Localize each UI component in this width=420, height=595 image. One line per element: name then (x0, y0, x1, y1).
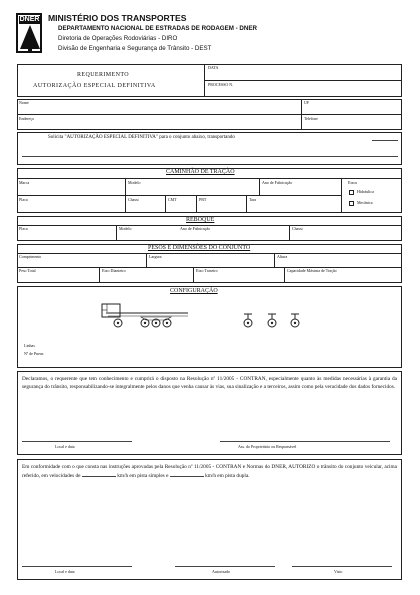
date-field[interactable] (222, 66, 398, 78)
hidraulico-checkbox[interactable] (349, 190, 354, 195)
mecanico-checkbox[interactable] (349, 201, 354, 206)
declaration-text: Declaramos, o requerente que tem conhecimento e cumprirá o disposto na Resolução nº 11/2005 - CONTRAN, especialmente quanto às medidas necessárias à garantia da segurança do trânsito, responsabilizando-se integralmente pelos danos que venha causar às vias, sua sinalização e a terceiros, assim como pela veracidade dos dados fornecidos. (22, 376, 397, 390)
authorization-text-tail2: km/h em pista dupla. (205, 473, 250, 479)
tractor-marca-field[interactable] (19, 186, 123, 194)
configuration-section (17, 286, 402, 368)
trailer-title: REBOQUE (186, 217, 215, 223)
address-label: Endereço (19, 116, 35, 121)
declaration-place-field[interactable] (22, 441, 132, 442)
tractor-chassi-label: Chassi (128, 197, 139, 202)
trailer-modelo-label: Modelo (119, 226, 132, 231)
cmt-total-field[interactable] (287, 274, 398, 282)
ministry-name: MINISTÉRIO DOS TRANSPORTES (48, 13, 187, 23)
phone-label: Telefone (304, 116, 318, 121)
address-field[interactable] (40, 117, 298, 129)
declaration-signature-field[interactable] (220, 441, 390, 442)
truck-diagram (0, 0, 400, 60)
eixo-traseiro-label: Eixo Traseiro (196, 268, 218, 273)
authorization-emitted-field[interactable] (175, 566, 275, 567)
trailer-chassi-field[interactable] (292, 232, 398, 240)
authorization-emitted-label: Autorizado (212, 569, 230, 574)
speed-double-field[interactable] (170, 471, 204, 477)
dimensions-title: PESOS E DIMENSÕES DO CONJUNTO (148, 245, 251, 251)
tractor-tara-field[interactable] (249, 203, 339, 211)
peso-total-field[interactable] (19, 274, 97, 282)
comprimento-label: Comprimento (19, 254, 42, 259)
authorization-text-line1: Em conformidade com o que consta nas instruções aprovadas pela Resolução nº 11/2005 - CONTRAN e Normas do DNER, AUTORIZO o trânsito do conjunto veicular, acima referido, em velocidades de (22, 464, 397, 479)
mecanico-label: Mecânica (357, 200, 373, 205)
authorization-text-tail1: km/h em pista simples (117, 473, 165, 479)
cargo-field-2[interactable] (22, 156, 398, 157)
authorization-text-head2: e (166, 473, 169, 479)
largura-label: Largura (149, 254, 162, 259)
tractor-pbt-field[interactable] (199, 203, 244, 211)
request-title-2: AUTORIZAÇÃO ESPECIAL DEFINITIVA (33, 83, 156, 89)
authorization-visto-label: Visto (334, 569, 343, 574)
altura-label: Altura (277, 254, 288, 259)
name-label: Nome (19, 100, 29, 105)
trailer-modelo-field[interactable] (119, 232, 179, 240)
logo-text: DNER (19, 16, 40, 23)
tractor-tara-label: Tara (249, 197, 257, 202)
rows-label: Linhas (24, 343, 35, 348)
request-title-1: REQUERIMENTO (77, 72, 130, 78)
tractor-modelo-field[interactable] (128, 186, 257, 194)
tractor-placa-label: Placa (19, 197, 28, 202)
tractor-cmt-field[interactable] (168, 203, 194, 211)
eixo-traseiro-field[interactable] (196, 274, 282, 282)
comprimento-field[interactable] (19, 260, 144, 266)
peso-total-label: Peso Total (19, 268, 36, 273)
department-name: DEPARTAMENTO NACIONAL DE ESTRADAS DE RODAGEM - DNER (58, 25, 257, 32)
process-label: PROCESSO N. (208, 82, 234, 87)
declaration-signature-label: Ass. do Proprietário ou Responsável (238, 444, 297, 449)
eixo-dianteiro-field[interactable] (102, 274, 191, 282)
declaration-place-label: Local e data (55, 444, 75, 449)
cargo-field[interactable] (372, 140, 398, 141)
authorization-place-field[interactable] (22, 566, 132, 567)
authorization-text (22, 463, 397, 480)
solicit-text: Solicita "AUTORIZAÇÃO ESPECIAL DEFINITIVA" para o conjunto abaixo, transportando (48, 135, 235, 140)
eixo-dianteiro-label: Eixo Dianteiro (102, 268, 126, 273)
tractor-chassi-field[interactable] (128, 203, 163, 211)
phone-field[interactable] (322, 117, 398, 129)
cmt-total-label: Capacidade Máxima de Tração (287, 268, 337, 273)
tractor-pbt-label: PBT (199, 197, 207, 202)
tractor-eixos-label: Eixos (348, 180, 358, 185)
date-label: DATA (208, 65, 219, 70)
trailer-ano-label: Ano de Fabricação (180, 226, 211, 231)
uf-label: UF (304, 100, 310, 105)
tractor-modelo-label: Modelo (128, 180, 141, 185)
name-field[interactable] (32, 101, 298, 113)
division-2: Divisão de Engenharia e Segurança de Trânsito - DEST (58, 45, 212, 52)
trailer-placa-label: Placa (19, 226, 28, 231)
tractor-cmt-label: CMT (168, 197, 177, 202)
trailer-placa-field[interactable] (19, 232, 114, 240)
tractor-placa-field[interactable] (19, 203, 123, 211)
pneus-label: Nº de Pneus (24, 351, 44, 356)
tractor-title: CAMINHÃO DE TRAÇÃO (166, 169, 235, 175)
authorization-place-label: Local e data (55, 569, 75, 574)
tractor-ano-label: Ano de Fabricação (262, 180, 293, 185)
trailer-chassi-label: Chassi (292, 226, 303, 231)
hidraulico-label: Hidráulica (357, 189, 374, 194)
uf-field[interactable] (312, 101, 398, 113)
process-field[interactable] (238, 82, 398, 94)
speed-single-field[interactable] (82, 471, 116, 477)
configuration-title: CONFIGURAÇÃO (170, 288, 218, 294)
division-1: Diretoria de Operações Rodoviárias - DIRO (58, 35, 178, 42)
altura-field[interactable] (277, 260, 398, 266)
tractor-marca-label: Marca (19, 180, 30, 185)
authorization-visto-field[interactable] (292, 566, 392, 567)
trailer-ano-field[interactable] (180, 232, 286, 240)
tractor-ano-field[interactable] (262, 186, 339, 194)
largura-field[interactable] (149, 260, 272, 266)
